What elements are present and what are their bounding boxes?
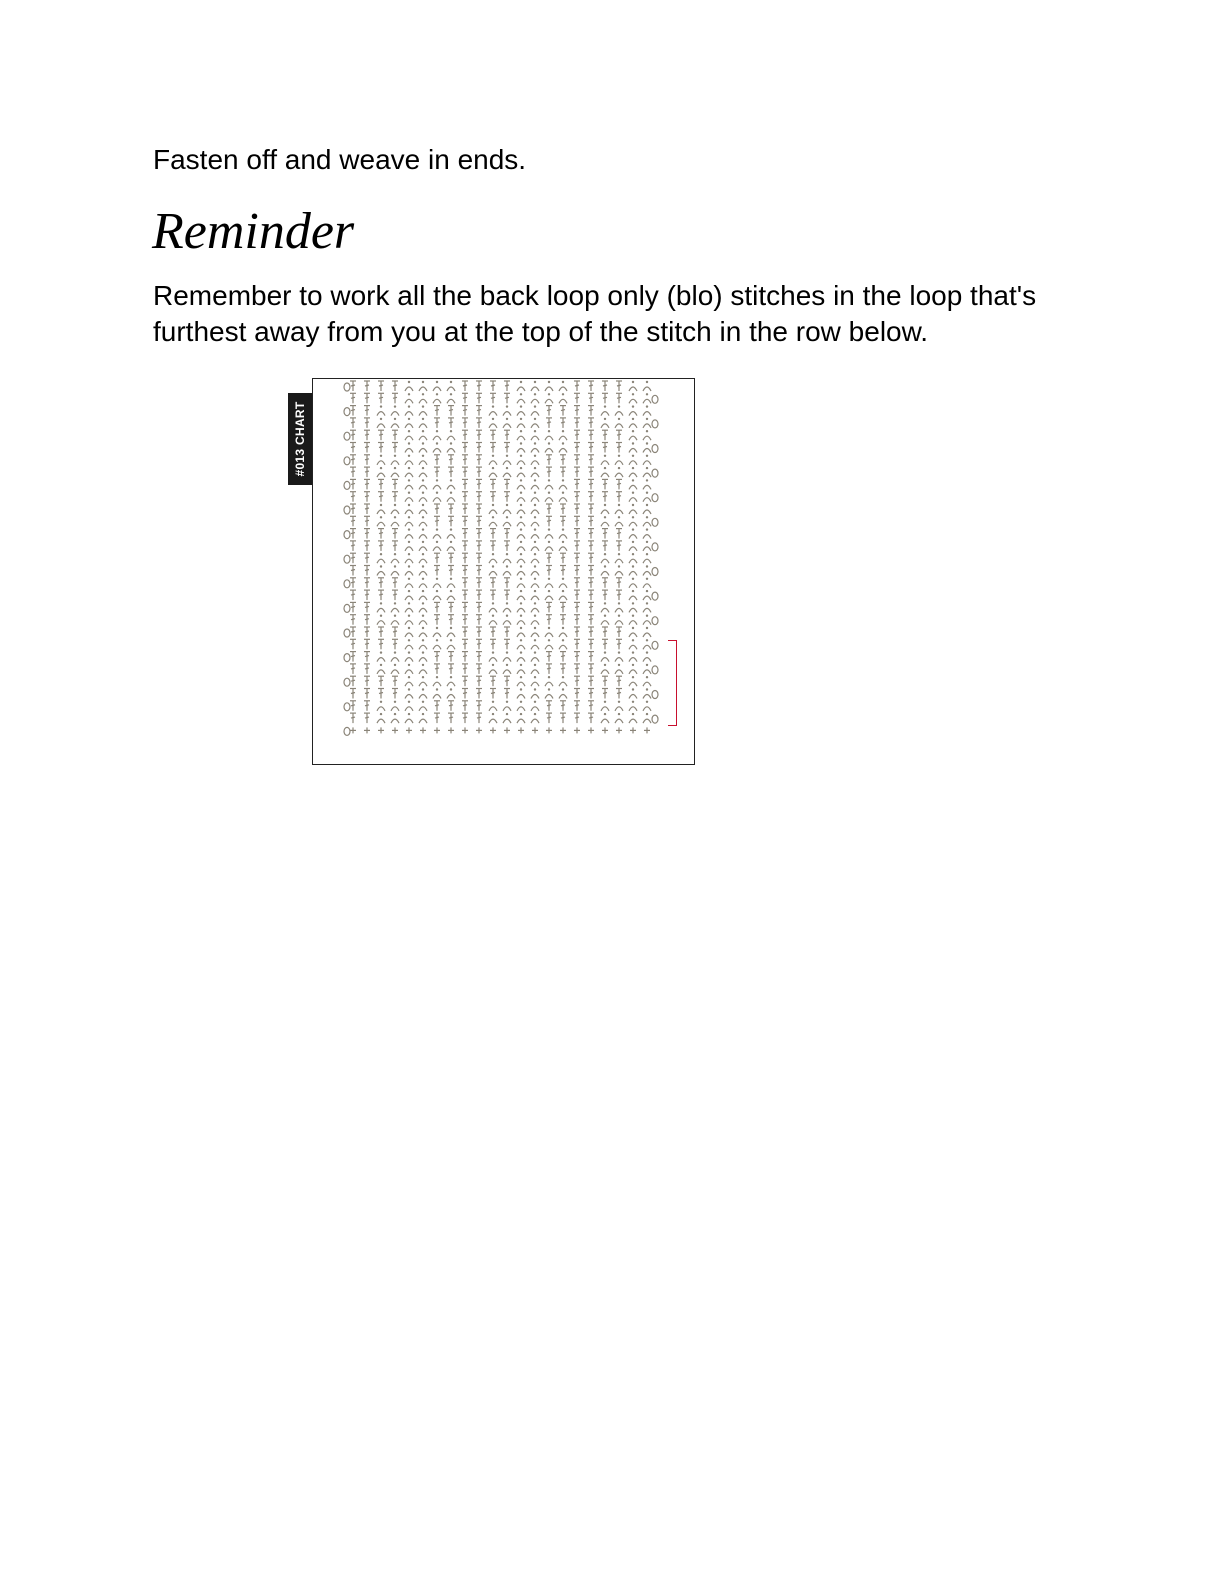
repeat-bracket [668, 640, 677, 726]
chart-label: #013 CHART [293, 401, 307, 477]
stitch-diagram [313, 379, 693, 763]
section-heading: Reminder [152, 203, 355, 260]
instruction-text: Fasten off and weave in ends. [153, 144, 527, 175]
crochet-chart [312, 378, 695, 765]
reminder-text: Remember to work all the back loop only (blo) stitches in the loop that's furthest away from you at the top of the stitch in the row below. [153, 280, 1037, 347]
chart-label-tab [288, 393, 312, 485]
